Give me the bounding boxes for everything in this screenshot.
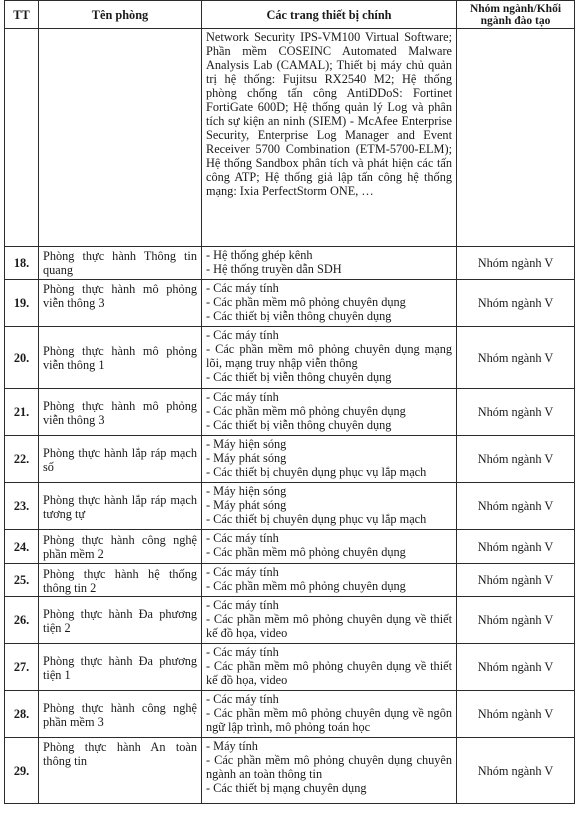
continuation-group-cell: [457, 29, 575, 247]
room-name: Phòng thực hành mô phỏng viễn thông 3: [39, 280, 202, 327]
table-row: [5, 247, 575, 280]
facilities-table: [4, 0, 575, 804]
equipment-item: - Các thiết bị viễn thông chuyên dụng: [206, 309, 392, 323]
equipment-list: [202, 483, 457, 530]
group-name: Nhóm ngành V: [457, 280, 575, 327]
table-row: [5, 597, 575, 644]
equipment-list: [202, 738, 457, 804]
equipment-list: [202, 436, 457, 483]
equipment-list: [202, 691, 457, 738]
continuation-equipment: Network Security IPS-VM100 Virtual Software; Phần mềm COSEINC Automated Malware Analysis Lab (CAMAL); Thiết bị máy chủ quản trị hệ thống: Fujitsu RX2540 M2; Hệ thống phòng chống tấn công AntiDDoS: Fortinet FortiGate 600D; Hệ thống quản lý Log và phân tích sự kiện an ninh (SIEM) - McAfee Enterprise Security, Enterprise Log Manager and Event Receiver 5700 Combination (ETM-5700-ELM); Hệ thống Sandbox phân tích và phát hiện các tấn công ATP; Hệ thống giả lập tấn công hệ thống mạng: Ixia PerfectStorm ONE, …: [202, 29, 457, 247]
equipment-item: - Các phần mềm mô phỏng chuyên dụng về ngôn ngữ lập trình, mô phỏng toán học: [206, 706, 452, 734]
header-group: Nhóm ngành/Khối ngành đào tạo: [457, 1, 575, 29]
continuation-row: [5, 29, 575, 247]
table-row: [5, 644, 575, 691]
equipment-item: - Các phần mềm mô phỏng chuyên dụng mạng lõi, mạng truy nhập viễn thông: [206, 342, 452, 370]
equipment-item: - Hệ thống truyền dẫn SDH: [206, 262, 342, 276]
group-name: Nhóm ngành V: [457, 691, 575, 738]
equipment-item: - Các thiết bị mạng chuyên dụng: [206, 781, 367, 795]
group-name: Nhóm ngành V: [457, 564, 575, 597]
room-name: Phòng thực hành Thông tin quang: [39, 247, 202, 280]
table-row: [5, 389, 575, 436]
room-name: Phòng thực hành lắp ráp mạch số: [39, 436, 202, 483]
table-row: [5, 691, 575, 738]
group-name: Nhóm ngành V: [457, 483, 575, 530]
equipment-list: [202, 530, 457, 564]
row-number: 19.: [5, 280, 39, 327]
row-number: 28.: [5, 691, 39, 738]
equipment-item: - Các phần mềm mô phỏng chuyên dụng chuyên ngành an toàn thông tin: [206, 753, 452, 781]
header-equipment: Các trang thiết bị chính: [202, 1, 457, 29]
equipment-list: [202, 327, 457, 389]
equipment-item: - Các thiết bị chuyên dụng phục vụ lắp mạch: [206, 512, 427, 526]
equipment-list: [202, 389, 457, 436]
continuation-room-cell: [39, 29, 202, 247]
equipment-list: [202, 597, 457, 644]
group-name: Nhóm ngành V: [457, 644, 575, 691]
header-row: [5, 1, 575, 29]
equipment-item: - Máy tính: [206, 739, 258, 753]
table-row: [5, 280, 575, 327]
equipment-item: - Các thiết bị viễn thông chuyên dụng: [206, 418, 392, 432]
group-name: Nhóm ngành V: [457, 530, 575, 564]
row-number: 22.: [5, 436, 39, 483]
row-number: 23.: [5, 483, 39, 530]
equipment-item: - Các máy tính: [206, 281, 279, 295]
equipment-item: - Các phần mềm mô phỏng chuyên dụng về thiết kế đồ họa, video: [206, 659, 452, 687]
continuation-tt-cell: [5, 29, 39, 247]
row-number: 27.: [5, 644, 39, 691]
equipment-list: [202, 247, 457, 280]
equipment-item: - Các máy tính: [206, 531, 279, 545]
equipment-item: - Máy hiện sóng: [206, 437, 287, 451]
row-number: 21.: [5, 389, 39, 436]
table-row: [5, 436, 575, 483]
equipment-item: - Các phần mềm mô phỏng chuyên dụng: [206, 545, 406, 559]
row-number: 20.: [5, 327, 39, 389]
table-row: [5, 483, 575, 530]
table-row: [5, 738, 575, 804]
equipment-item: - Các máy tính: [206, 692, 279, 706]
header-room: Tên phòng: [39, 1, 202, 29]
equipment-item: - Các thiết bị viễn thông chuyên dụng: [206, 370, 392, 384]
room-name: Phòng thực hành Đa phương tiện 2: [39, 597, 202, 644]
row-number: 29.: [5, 738, 39, 804]
equipment-item: - Các máy tính: [206, 328, 279, 342]
group-name: Nhóm ngành V: [457, 389, 575, 436]
table-row: [5, 327, 575, 389]
equipment-item: - Máy phát sóng: [206, 498, 287, 512]
equipment-list: [202, 564, 457, 597]
equipment-item: - Máy hiện sóng: [206, 484, 287, 498]
equipment-item: - Các máy tính: [206, 645, 279, 659]
room-name: Phòng thực hành công nghệ phần mềm 3: [39, 691, 202, 738]
header-tt: TT: [5, 1, 39, 29]
room-name: Phòng thực hành Đa phương tiện 1: [39, 644, 202, 691]
room-name: Phòng thực hành An toàn thông tin: [39, 738, 202, 804]
equipment-item: - Các phần mềm mô phỏng chuyên dụng về thiết kế đồ họa, video: [206, 612, 452, 640]
row-number: 18.: [5, 247, 39, 280]
equipment-item: - Các phần mềm mô phỏng chuyên dụng: [206, 579, 406, 593]
table-row: [5, 564, 575, 597]
group-name: Nhóm ngành V: [457, 738, 575, 804]
equipment-item: - Các phần mềm mô phỏng chuyên dụng: [206, 295, 406, 309]
equipment-item: - Các máy tính: [206, 565, 279, 579]
group-name: Nhóm ngành V: [457, 327, 575, 389]
equipment-item: - Các thiết bị chuyên dụng phục vụ lắp mạch: [206, 465, 427, 479]
group-name: Nhóm ngành V: [457, 247, 575, 280]
room-name: Phòng thực hành lắp ráp mạch tương tự: [39, 483, 202, 530]
room-name: Phòng thực hành công nghệ phần mềm 2: [39, 530, 202, 564]
equipment-list: [202, 280, 457, 327]
equipment-item: - Các máy tính: [206, 390, 279, 404]
group-name: Nhóm ngành V: [457, 436, 575, 483]
row-number: 24.: [5, 530, 39, 564]
room-name: Phòng thực hành mô phỏng viễn thông 3: [39, 389, 202, 436]
equipment-list: [202, 644, 457, 691]
table-row: [5, 530, 575, 564]
row-number: 26.: [5, 597, 39, 644]
room-name: Phòng thực hành mô phỏng viễn thông 1: [39, 327, 202, 389]
row-number: 25.: [5, 564, 39, 597]
group-name: Nhóm ngành V: [457, 597, 575, 644]
equipment-item: - Hệ thống ghép kênh: [206, 248, 313, 262]
equipment-item: - Các phần mềm mô phỏng chuyên dụng: [206, 404, 406, 418]
equipment-item: - Máy phát sóng: [206, 451, 287, 465]
equipment-item: - Các máy tính: [206, 598, 279, 612]
room-name: Phòng thực hành hệ thống thông tin 2: [39, 564, 202, 597]
